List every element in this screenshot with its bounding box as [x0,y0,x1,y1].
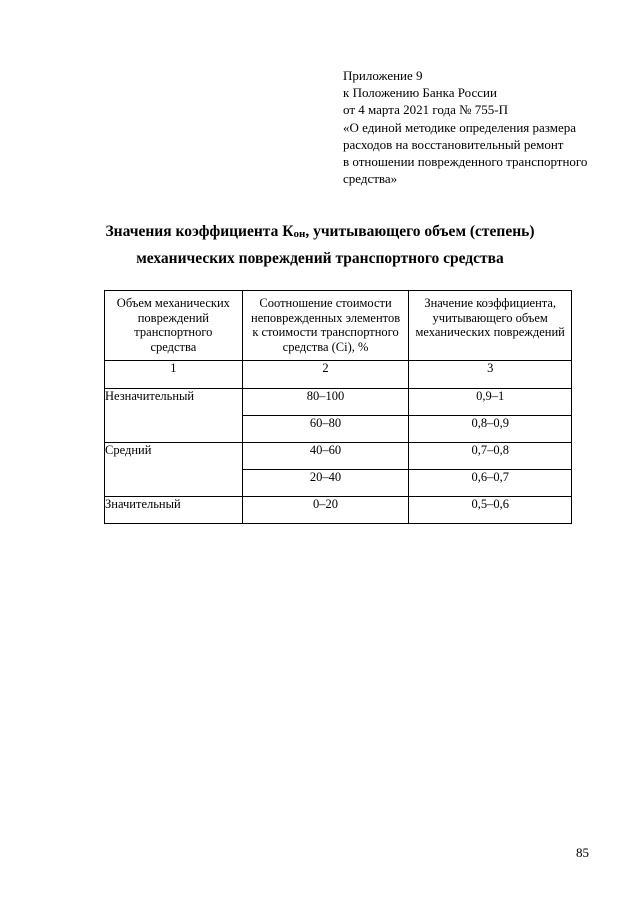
coefficient-cell: 0,9–1 [409,389,572,416]
table-row [105,389,572,416]
coefficient-cell: 0,5–0,6 [409,497,572,524]
cost-ratio-cell: 80–100 [242,389,409,416]
appendix-line: Приложение 9 [343,68,423,83]
coefficient-cell: 0,7–0,8 [409,443,572,470]
appendix-line: средства» [343,171,398,187]
column-number: 1 [105,361,243,389]
header-damage-volume [105,291,243,361]
header-text: Объем механических повреждений транспортного средства [116,296,230,354]
table-header-row [105,291,572,361]
header-text: Соотношение стоимости неповрежденных элементов к стоимости транспортного средства (Ci), % [251,296,401,354]
cost-ratio-cell: 0–20 [242,497,409,524]
title-text-start: Значения коэффициента К [105,223,294,240]
appendix-line: «О единой методике определения размера [343,119,577,135]
column-number-row [105,361,572,389]
column-number: 2 [242,361,409,389]
header-coefficient [409,291,572,361]
page-number: 85 [576,845,589,860]
cost-ratio-cell: 60–80 [242,416,409,443]
damage-category: Средний [105,443,243,497]
appendix-line: в отношении поврежденного транспортного [343,154,588,170]
damage-category: Незначительный [105,389,243,443]
table-row [105,443,572,470]
coefficient-table [104,290,572,524]
appendix-line: от 4 марта 2021 года № 755-П [343,102,508,118]
table-row [105,497,572,524]
cost-ratio-cell: 20–40 [242,470,409,497]
header-cost-ratio [242,291,409,361]
coefficient-cell: 0,8–0,9 [409,416,572,443]
coefficient-cell: 0,6–0,7 [409,470,572,497]
document-title-line1 [60,223,580,241]
title-subscript: он [293,228,306,240]
column-number: 3 [409,361,572,389]
document-title-line2: механических повреждений транспортного средства [136,250,504,267]
header-text: Значение коэффициента, учитывающего объем механических повреждений [415,296,565,339]
appendix-line: к Положению Банка России [343,85,497,101]
title-text-end: , учитывающего объем (степень) [305,223,535,240]
appendix-reference [343,67,613,187]
appendix-line: расходов на восстановительный ремонт [343,136,564,152]
cost-ratio-cell: 40–60 [242,443,409,470]
damage-category: Значительный [105,497,243,524]
